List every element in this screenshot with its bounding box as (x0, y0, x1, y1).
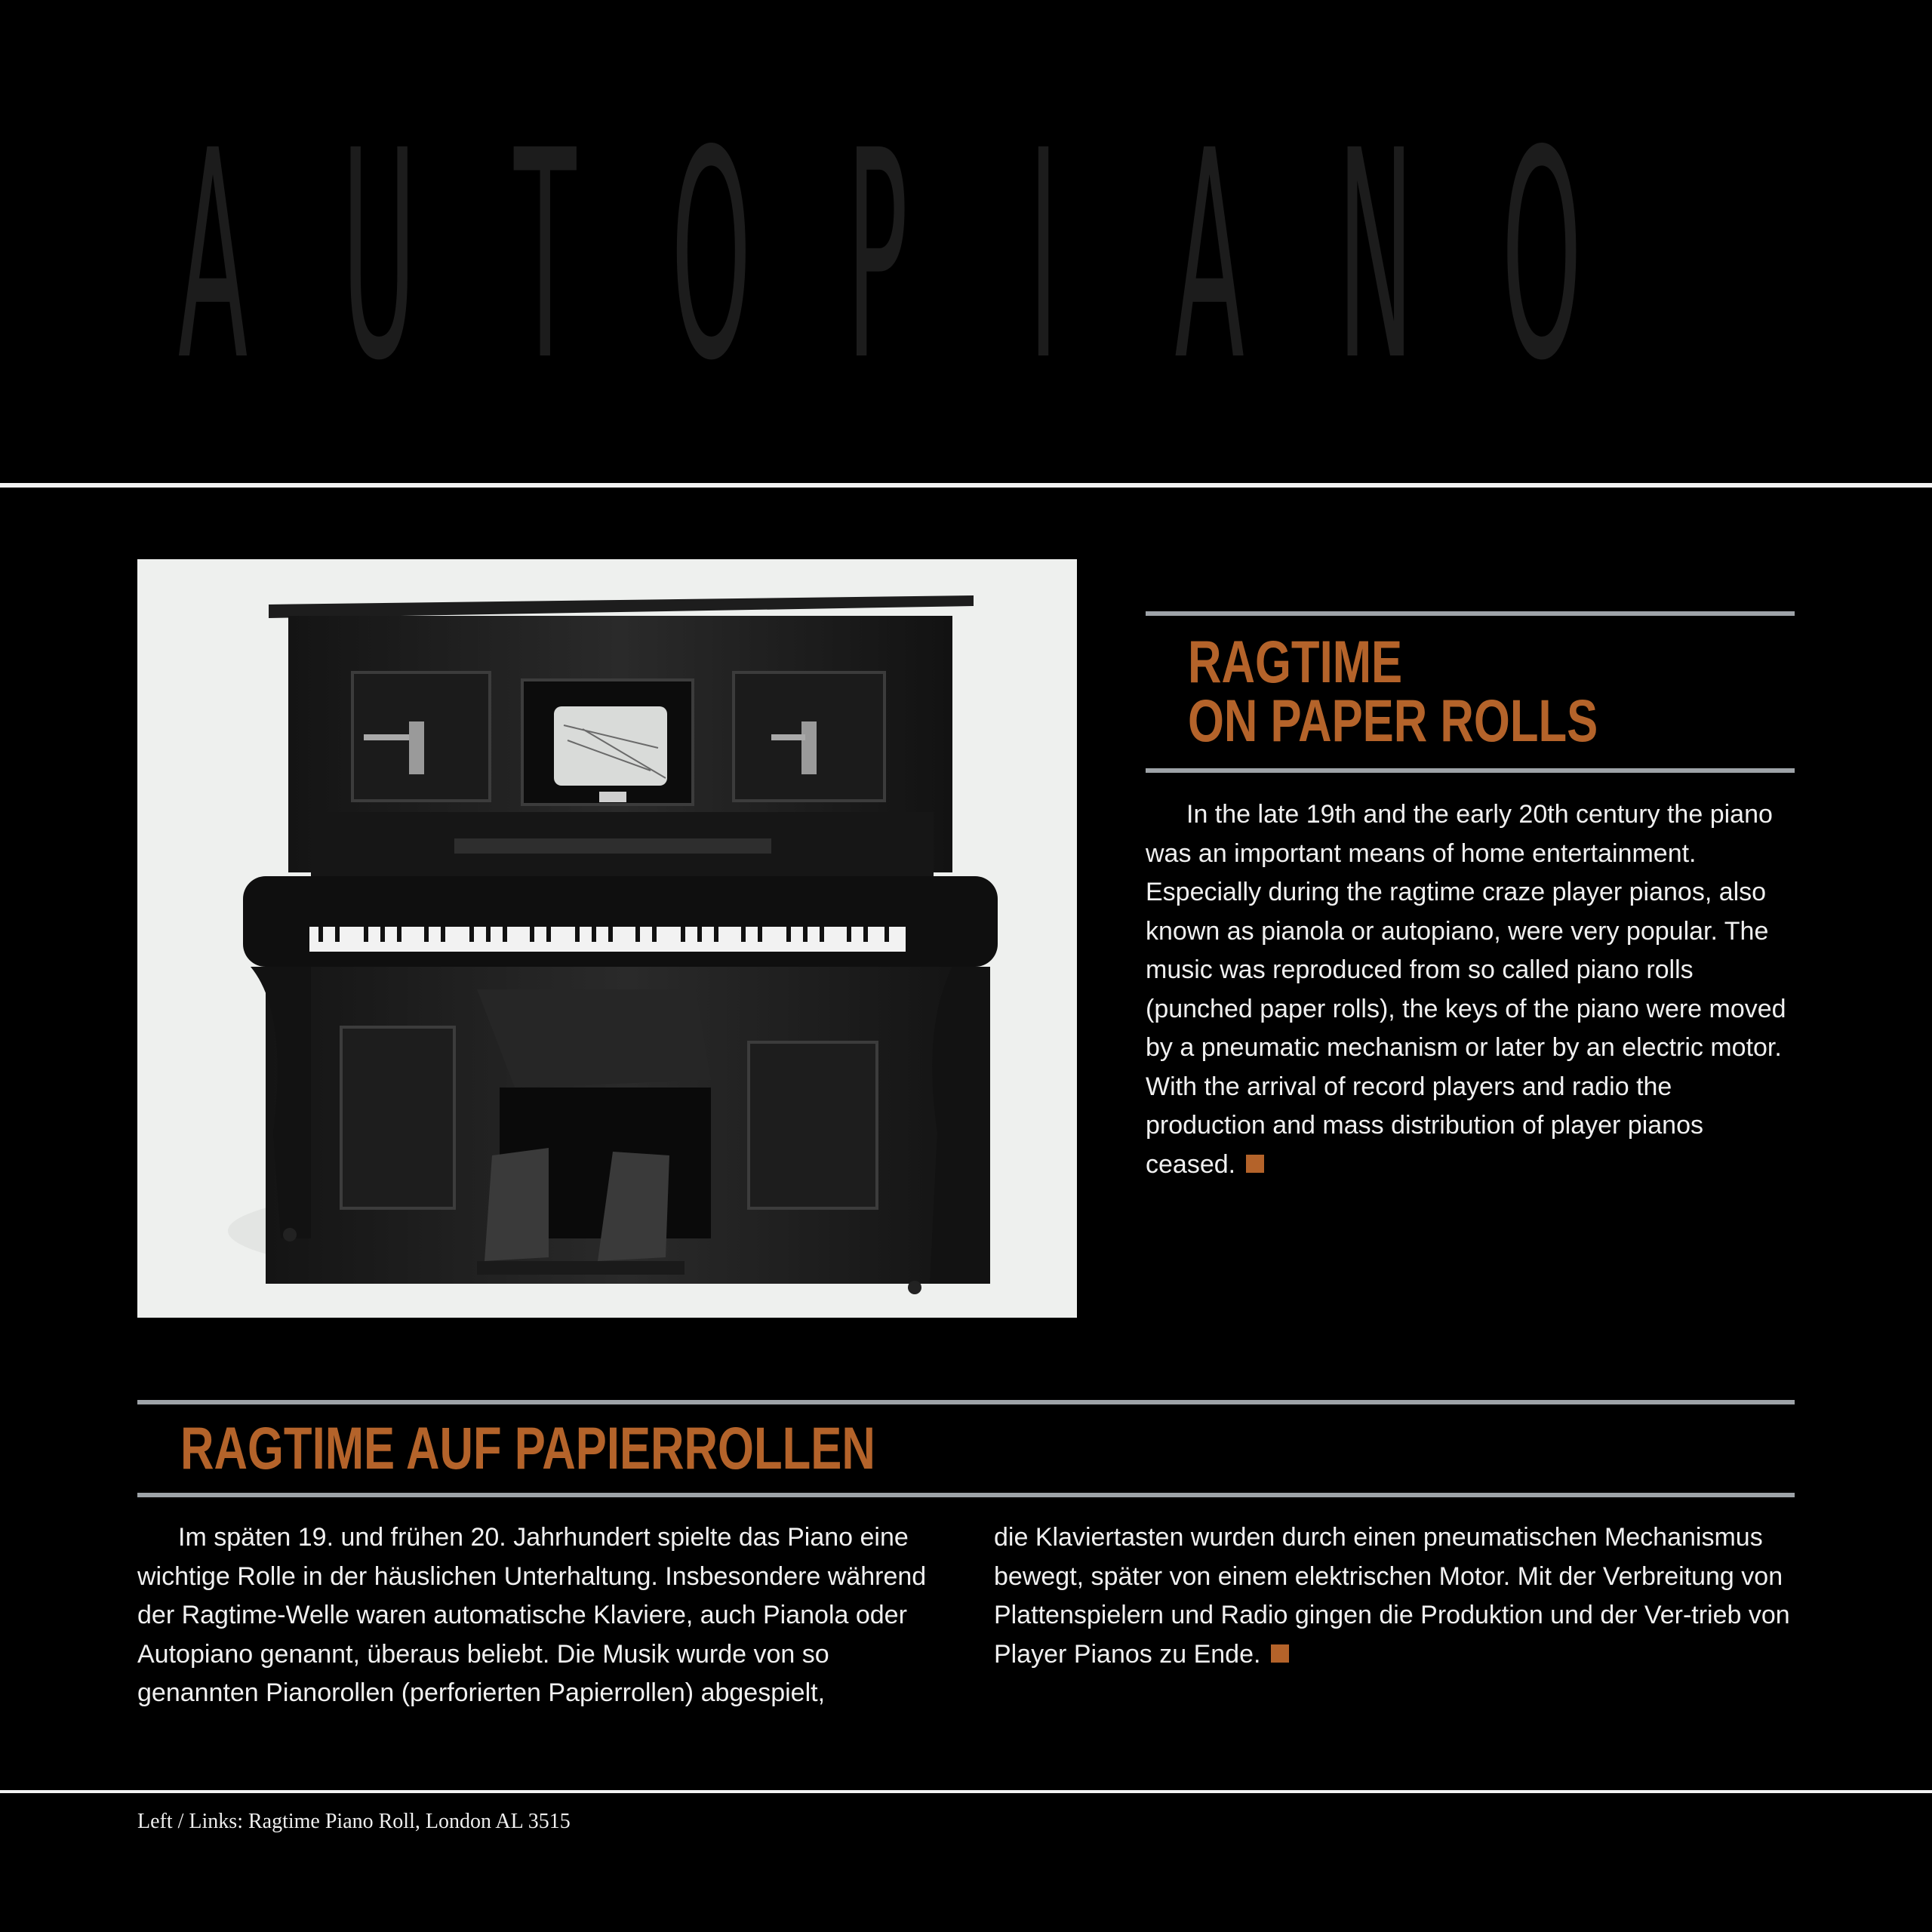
top-divider (0, 483, 1932, 488)
german-heading: RAGTIME AUF PAPIERROLLEN (180, 1414, 875, 1481)
german-body-col2 (994, 1518, 1798, 1674)
english-body-text: In the late 19th and the early 20th century the piano was an important means of home entertainment. Especially during the ragtime craze player pianos, also known as pianola or autopiano, were very popular. The music was reproduced from so called piano rolls (punched paper rolls), the keys of the piano were moved by a pneumatic mechanism or later by an electric motor. With the arrival of record players and radio the production and mass distribution of player pianos ceased. (1146, 800, 1786, 1179)
english-heading-bottom-rule (1146, 768, 1795, 773)
german-body-col2-text: die Klaviertasten wurden durch einen pneumatischen Mechanismus bewegt, später von einem elektrischen Motor. Mit der Verbreitung von Plattenspielern und Radio gingen die Produktion und der Ver-trieb von Player Pianos zu Ende. (994, 1523, 1790, 1669)
german-body-col1-text: Im späten 19. und frühen 20. Jahrhundert spielte das Piano eine wichtige Rolle in der häuslichen Unterhaltung. Insbesondere während der Ragtime-Welle waren automatische Klaviere, auch Pianola oder Autopiano genannt, überaus beliebt. Die Musik wurde von so genannten Pianorollen (perforierten Papierrollen) abgespielt, (137, 1523, 927, 1707)
end-mark-icon (1246, 1155, 1264, 1173)
title-letter: P (846, 89, 909, 423)
player-piano-illustration (137, 559, 1077, 1318)
title-letter: O (671, 89, 752, 423)
german-heading-top-rule (137, 1400, 1795, 1404)
english-heading-top-rule (1146, 611, 1795, 616)
english-heading (1188, 628, 1598, 754)
player-piano-photo (137, 559, 1077, 1318)
title-letter: A (1174, 89, 1244, 423)
end-mark-icon (1271, 1644, 1289, 1663)
footer-divider (0, 1790, 1932, 1793)
title-letter: N (1337, 89, 1414, 423)
title-letter: U (341, 89, 417, 423)
english-body (1146, 795, 1798, 1184)
english-heading-line1: RAGTIME (1188, 628, 1403, 695)
title-letter: A (177, 89, 248, 423)
photo-caption: Left / Links: Ragtime Piano Roll, London AL 3515 (137, 1810, 571, 1833)
german-heading-bottom-rule (137, 1493, 1795, 1497)
title-letter: O (1501, 89, 1582, 423)
page-title (130, 89, 1625, 423)
title-letter: T (514, 89, 577, 423)
english-heading-line2: ON PAPER ROLLS (1188, 687, 1598, 754)
german-body-col1 (137, 1518, 937, 1713)
title-letter: I (1028, 89, 1059, 423)
